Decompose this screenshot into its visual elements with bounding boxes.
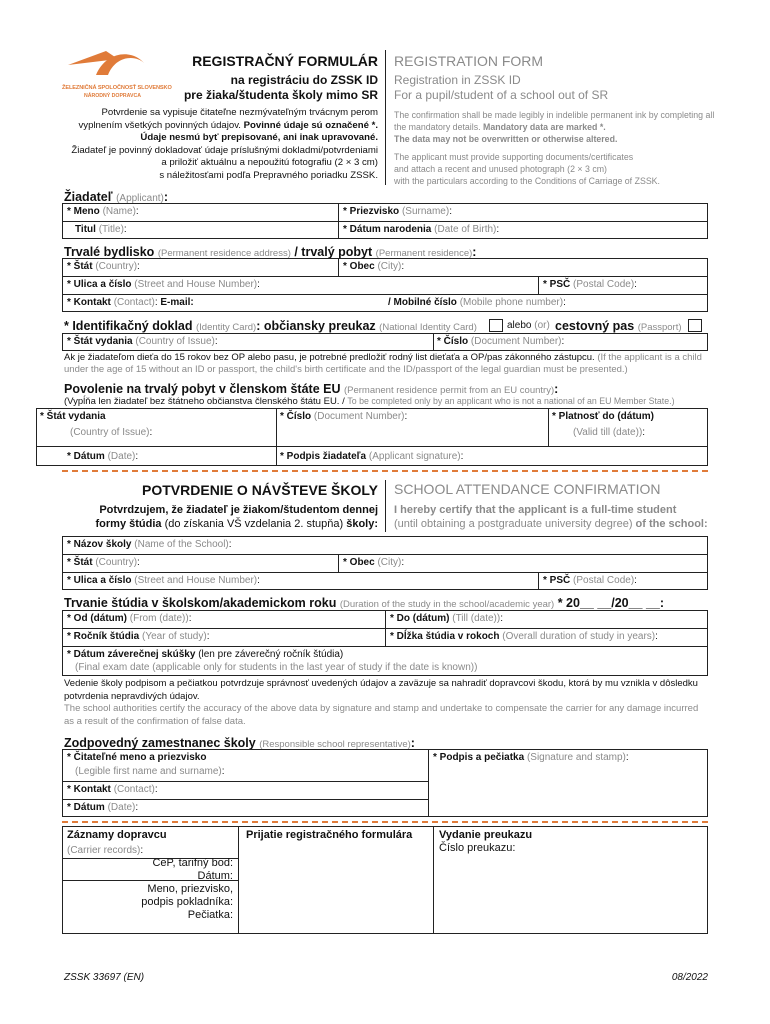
field-dlzka[interactable]: * Dĺžka štúdia v rokoch (Overall duration of study in years): — [390, 631, 658, 642]
carrier-peciatka: Pečiatka: — [187, 909, 233, 921]
field-titul[interactable]: Titul (Title): — [75, 224, 127, 235]
instructions-sk — [71, 107, 378, 183]
zssk-logo-icon — [62, 45, 162, 85]
field-datum-narodenia[interactable]: * Dátum narodenia (Date of Birth): — [343, 224, 500, 235]
field-school-psc[interactable]: * PSČ (Postal Code): — [543, 575, 637, 586]
school-confirm-en: I hereby certify that the applicant is a full-time student (until obtaining a postgraduate university degree) of the school: — [394, 504, 708, 530]
instr-sk-3: Údaje nesmú byť prepisované, ani inak upravované. — [140, 132, 378, 144]
field-res-ulica[interactable]: * Ulica a číslo (Street and House Number): — [67, 279, 260, 290]
instr-sk-1: Potvrdenie sa vypisuje čitateľne nezmývateľným trvácnym perom — [101, 107, 378, 118]
subtitle-en-2: For a pupil/student of a school out of SR — [394, 88, 609, 102]
form-title-sk: REGISTRAČNÝ FORMULÁR — [192, 53, 378, 69]
instr-sk-4: Žiadateľ je povinný dokladovať údaje príslušnými dokladmi/potvrdeniami — [71, 144, 378, 156]
field-eu-stat[interactable]: * Štát vydania — [40, 411, 106, 422]
school-title-sk: POTVRDENIE O NÁVŠTEVE ŠKOLY — [142, 482, 378, 498]
field-priezvisko[interactable]: * Priezvisko (Surname): — [343, 206, 452, 217]
field-res-psc[interactable]: * PSČ (Postal Code): — [543, 279, 637, 290]
field-rep-podpis[interactable]: * Podpis a pečiatka (Signature and stamp): — [433, 752, 629, 763]
carrier-cislo: Číslo preukazu: — [439, 842, 516, 854]
field-zaver-en: (Final exam date (applicable only for students in the last year of study if the date is known)) — [75, 662, 478, 673]
instr-en-2: the mandatory details. Mandatory data are marked *. — [394, 122, 606, 132]
field-eu-platnost[interactable]: * Platnosť do (dátum) — [552, 411, 655, 422]
field-rep-meno[interactable]: * Čitateľné meno a priezvisko — [67, 752, 207, 763]
instr-en-5: and attach a recent and unused photograph (2 × 3 cm) — [394, 164, 607, 174]
carrier-datum: Dátum: — [197, 870, 233, 882]
field-rep-datum[interactable]: * Dátum (Date): — [67, 802, 139, 813]
subtitle-sk-2: pre žiaka/študenta školy mimo SR — [183, 88, 378, 102]
field-id-cislo[interactable]: * Číslo (Document Number): — [437, 336, 565, 347]
carrier-meno1: Meno, priezvisko, — [147, 883, 233, 895]
applicant-heading: Žiadateľ (Applicant): — [64, 190, 169, 204]
field-rocnik[interactable]: * Ročník štúdia (Year of study): — [67, 631, 210, 642]
instr-en-1: The confirmation shall be made legibly in indelible permanent ink by completing all — [394, 110, 715, 120]
logo-line2: NÁRODNÝ DOPRAVCA — [84, 93, 141, 99]
id-doc-heading: * Identifikačný doklad (Identity Card): občiansky preukaz (National Identity Card) — [64, 319, 477, 333]
subtitle-en-1: Registration in ZSSK ID — [394, 73, 521, 87]
footer-date: 08/2022 — [671, 972, 708, 983]
logo-line1: ŽELEZNIČNÁ SPOLOČNOSŤ SLOVENSKO — [62, 85, 172, 91]
eu-permit-heading: Povolenie na trvalý pobyt v členskom štáte EU (Permanent residence permit from an EU country): — [64, 382, 559, 396]
checkbox-pas[interactable] — [688, 319, 702, 332]
field-eu-datum[interactable]: * Dátum (Date): — [67, 451, 139, 462]
carrier-zaznamy-en: (Carrier records): — [67, 845, 144, 856]
field-school-obec[interactable]: * Obec (City): — [343, 557, 405, 568]
instr-en-4: The applicant must provide supporting documents/certificates — [394, 152, 634, 162]
field-eu-platnost-en: (Valid till (date)): — [573, 427, 646, 438]
instructions-en — [394, 109, 714, 187]
instr-sk-5: a priložiť aktuálnu a nepoužitú fotografiu (2 × 3 cm) — [161, 157, 378, 169]
carrier-vydanie: Vydanie preukazu — [439, 829, 533, 841]
instr-sk-2: vyplnením všetkých povinných údajov. Povinné údaje sú označené *. — [78, 119, 378, 131]
instr-en-6: with the particulars according to the Conditions of Carriage of ZSSK. — [394, 176, 660, 186]
logo — [62, 45, 172, 105]
field-res-stat[interactable]: * Štát (Country): — [67, 261, 140, 272]
id-doc-note: Ak je žiadateľom dieťa do 15 rokov bez OP alebo pasu, je potrebné predložiť rodný list dieťaťa a OP/pas zákonného zástupcu. (If the applicant is a child under the age of 15 without an ID or passport, the child's birth certificate and the ID/passport of the legal guardian must be presented.) — [64, 352, 702, 375]
field-zaver[interactable]: * Dátum záverečnej skúšky (len pre záverečný ročník štúdia) — [67, 649, 344, 660]
footer-code: ZSSK 33697 (EN) — [64, 972, 145, 983]
eu-permit-sub: (Vypĺňa len žiadateľ bez štátneho občianstva členského štátu EU. / To be completed only by an applicant who is not a national of an EU Member State.) — [64, 396, 675, 407]
field-rep-kontakt[interactable]: * Kontakt (Contact): — [67, 784, 158, 795]
field-rep-meno-en: (Legible first name and surname): — [75, 766, 225, 777]
field-od[interactable]: * Od (dátum) (From (date)): — [67, 613, 192, 624]
field-school-nazov[interactable]: * Názov školy (Name of the School): — [67, 539, 232, 550]
carrier-cep: CeP, tarifný bod: — [152, 857, 233, 869]
field-res-mobil[interactable]: / Mobilné číslo (Mobile phone number): — [388, 297, 566, 308]
checkbox-op[interactable] — [489, 319, 503, 332]
field-eu-cislo[interactable]: * Číslo (Document Number): — [280, 411, 408, 422]
header-divider — [385, 50, 386, 185]
field-eu-podpis[interactable]: * Podpis žiadateľa (Applicant signature): — [280, 451, 464, 462]
field-do[interactable]: * Do (dátum) (Till (date)): — [390, 613, 503, 624]
separator-1 — [62, 470, 708, 472]
instr-sk-6: s náležitosťami podľa Prepravného poriadku ZSSK. — [159, 169, 378, 181]
field-eu-stat-en: (Country of Issue): — [70, 427, 153, 438]
form-title-en: REGISTRATION FORM — [394, 53, 544, 69]
school-confirm-sk: Potvrdzujem, že žiadateľ je žiakom/študentom dennej formy štúdia (do získania VŠ vzdelania 2. stupňa) školy: — [95, 504, 378, 530]
id-doc-or: alebo (or) — [507, 320, 550, 331]
field-school-ulica[interactable]: * Ulica a číslo (Street and House Number): — [67, 575, 260, 586]
field-meno[interactable]: * Meno (Name): — [67, 206, 139, 217]
school-divider — [385, 480, 386, 532]
subtitle-sk-1: na registráciu do ZSSK ID — [230, 73, 378, 87]
field-res-obec[interactable]: * Obec (City): — [343, 261, 405, 272]
field-res-kontakt[interactable]: * Kontakt (Contact): E-mail: — [67, 297, 194, 308]
instr-en-3: The data may not be overwritten or otherwise altered. — [394, 134, 618, 144]
rep-heading: Zodpovedný zamestnanec školy (Responsible school representative): — [64, 736, 415, 750]
duration-heading: Trvanie štúdia v školskom/akademickom roku (Duration of the study in the school/academic year) * 20__ __/20__ __: — [64, 596, 665, 610]
carrier-meno2: podpis pokladníka: — [141, 896, 233, 908]
carrier-prijatie: Prijatie registračného formulára — [246, 829, 413, 841]
field-school-stat[interactable]: * Štát (Country): — [67, 557, 140, 568]
residence-heading: Trvalé bydlisko (Permanent residence address) / trvalý pobyt (Permanent residence): — [64, 245, 477, 259]
carrier-zaznamy: Záznamy dopravcu — [67, 829, 167, 841]
field-id-stat[interactable]: * Štát vydania (Country of Issue): — [67, 336, 218, 347]
school-declaration: Vedenie školy podpisom a pečiatkou potvrdzuje správnosť uvedených údajov a zaväzuje sa nahradiť dopravcovi škodu, ktorá by mu vznikla v dôsledku potvrdenia nepravdivých údajov. The school authorities certify the accuracy of the above data by signature and stamp and undertake to compensate the carrier for any damage incurred as a result of the confirmation of false data. — [64, 678, 699, 727]
id-doc-passport-label: cestovný pas (Passport) — [555, 319, 682, 333]
school-title-en: SCHOOL ATTENDANCE CONFIRMATION — [394, 481, 661, 497]
separator-2 — [62, 821, 708, 823]
